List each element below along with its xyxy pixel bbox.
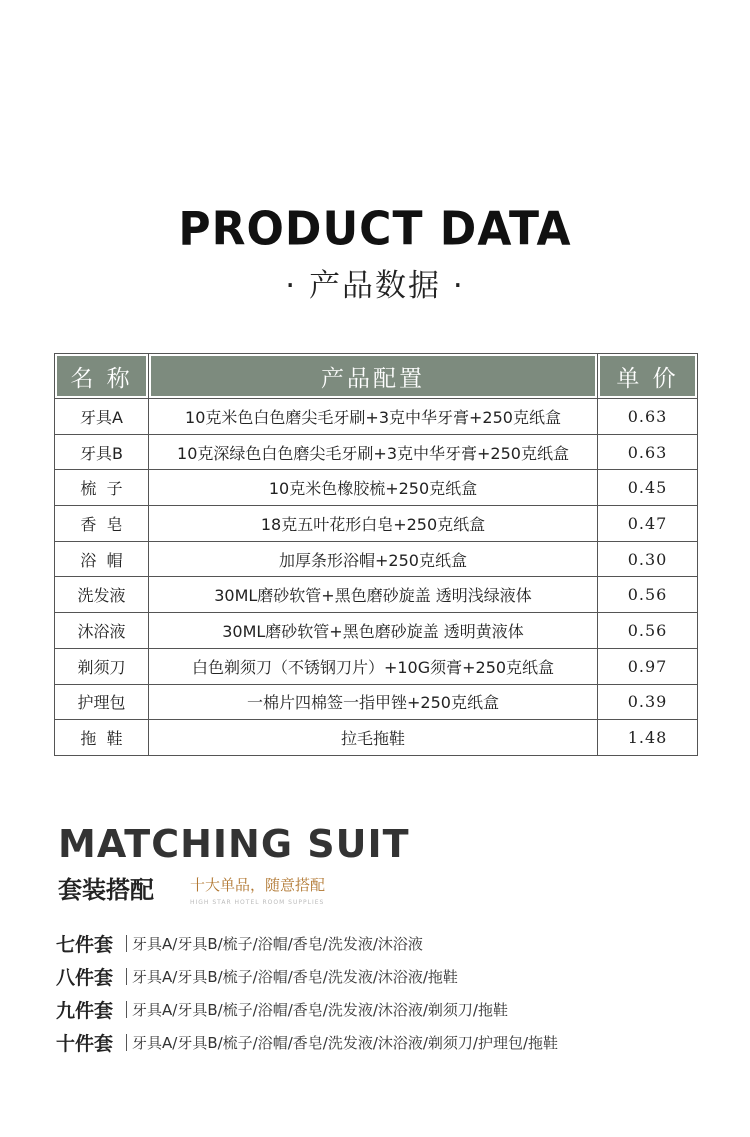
divider: [126, 1034, 127, 1051]
row-config: 10克米色白色磨尖毛牙刷+3克中华牙膏+250克纸盒: [149, 399, 598, 435]
product-data-subtitle: · 产品数据 ·: [285, 268, 465, 304]
table-header-row: [55, 354, 698, 399]
list-item: [56, 993, 736, 1026]
suit-tagline-cn: 十大单品，随意搭配: [190, 876, 326, 894]
divider: [126, 935, 127, 952]
row-price: 1.48: [598, 720, 698, 756]
row-price: 0.56: [598, 613, 698, 649]
row-name: 拖 鞋: [55, 720, 149, 756]
row-name: 沐浴液: [55, 613, 149, 649]
row-config: 30ML磨砂软管+黑色磨砂旋盖 透明黄液体: [149, 613, 598, 649]
row-price: 0.63: [598, 434, 698, 470]
table-row: [55, 541, 698, 577]
row-config: 18克五叶花形白皂+250克纸盒: [149, 506, 598, 542]
table-row: [55, 577, 698, 613]
product-data-title: PRODUCT DATA: [178, 202, 572, 257]
row-name: 浴 帽: [55, 541, 149, 577]
row-config: 10克深绿色白色磨尖毛牙刷+3克中华牙膏+250克纸盒: [149, 434, 598, 470]
product-table: [54, 353, 698, 756]
row-name: 护理包: [55, 684, 149, 720]
table-row: [55, 434, 698, 470]
row-config: 30ML磨砂软管+黑色磨砂旋盖 透明浅绿液体: [149, 577, 598, 613]
row-name: 剃须刀: [55, 648, 149, 684]
header-config: 产品配置: [149, 354, 598, 399]
suit-items: 牙具A/牙具B/梳子/浴帽/香皂/洗发液/沐浴液/剃须刀/护理包/拖鞋: [132, 1034, 559, 1052]
row-name: 洗发液: [55, 577, 149, 613]
row-price: 0.56: [598, 577, 698, 613]
suit-tagline-en: HIGH STAR HOTEL ROOM SUPPLIES: [190, 899, 325, 906]
list-item: [56, 960, 736, 993]
list-item: [56, 1026, 736, 1059]
table-row: [55, 506, 698, 542]
table-row: [55, 720, 698, 756]
row-price: 0.63: [598, 399, 698, 435]
suit-label: 七件套: [56, 934, 114, 956]
row-price: 0.45: [598, 470, 698, 506]
list-item: [56, 927, 736, 960]
row-config: 白色剃须刀（不锈钢刀片）+10G须膏+250克纸盒: [149, 648, 598, 684]
table-row: [55, 684, 698, 720]
row-price: 0.30: [598, 541, 698, 577]
row-price: 0.47: [598, 506, 698, 542]
row-config: 加厚条形浴帽+250克纸盒: [149, 541, 598, 577]
header-name: 名 称: [55, 354, 149, 399]
suit-items: 牙具A/牙具B/梳子/浴帽/香皂/洗发液/沐浴液/剃须刀/拖鞋: [132, 1001, 508, 1019]
table-row: [55, 613, 698, 649]
row-config: 一棉片四棉签一指甲锉+250克纸盒: [149, 684, 598, 720]
suit-items: 牙具A/牙具B/梳子/浴帽/香皂/洗发液/沐浴液/拖鞋: [132, 968, 458, 986]
row-name: 梳 子: [55, 470, 149, 506]
row-name: 牙具B: [55, 434, 149, 470]
table-row: [55, 399, 698, 435]
divider: [126, 1001, 127, 1018]
suit-label: 八件套: [56, 967, 114, 989]
suit-list: [56, 927, 736, 1059]
divider: [126, 968, 127, 985]
row-name: 香 皂: [55, 506, 149, 542]
table-row: [55, 648, 698, 684]
suit-label: 十件套: [56, 1033, 114, 1055]
row-config: 拉毛拖鞋: [149, 720, 598, 756]
suit-items: 牙具A/牙具B/梳子/浴帽/香皂/洗发液/沐浴液: [132, 935, 423, 953]
table-row: [55, 470, 698, 506]
matching-suit-title: MATCHING SUIT: [58, 822, 410, 866]
suit-tagline: [190, 874, 325, 906]
row-config: 10克米色橡胶梳+250克纸盒: [149, 470, 598, 506]
row-price: 0.39: [598, 684, 698, 720]
row-name: 牙具A: [55, 399, 149, 435]
row-price: 0.97: [598, 648, 698, 684]
matching-suit-subtitle: 套装搭配: [58, 876, 154, 904]
header-price: 单 价: [598, 354, 698, 399]
suit-label: 九件套: [56, 1000, 114, 1022]
